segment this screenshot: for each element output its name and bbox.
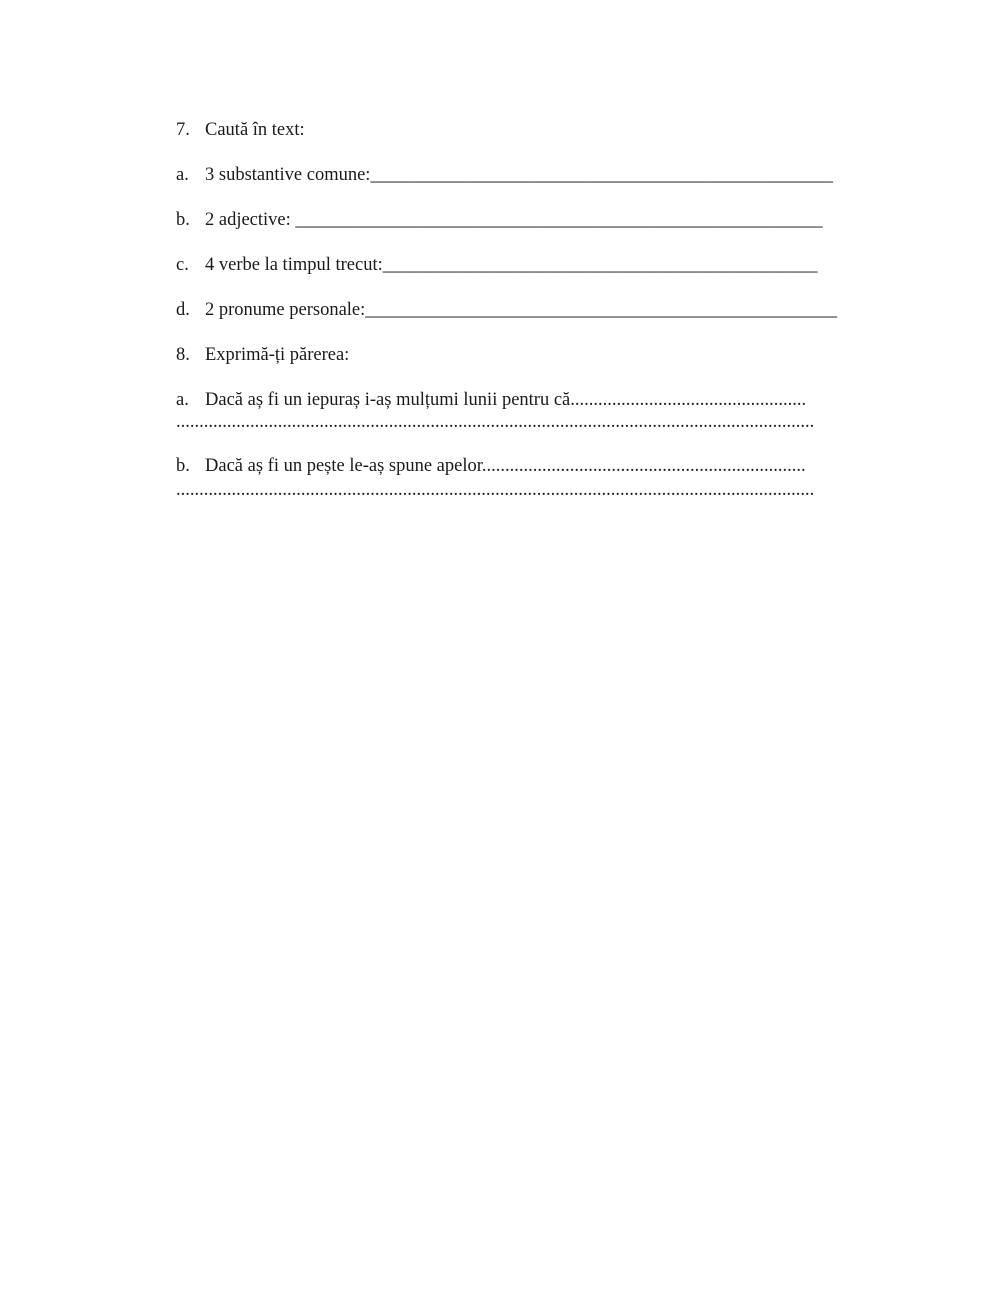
answer-dots[interactable]: ...................................................................... <box>481 456 806 476</box>
question-7-item-b <box>176 209 823 231</box>
item-text: 3 substantive comune: <box>205 165 371 185</box>
item-marker: c. <box>176 255 189 275</box>
item-text: Dacă aș fi un iepuraș i-aș mulțumi lunii pentru că <box>205 390 571 410</box>
question-8-title: Exprimă-ți părerea: <box>205 345 350 365</box>
item-marker: b. <box>176 456 190 476</box>
answer-blank[interactable]: __________________________________________________ <box>370 165 833 185</box>
item-text: Dacă aș fi un pește le-aș spune apelor <box>205 456 482 476</box>
question-7-item-d <box>176 299 837 321</box>
answer-dots-continuation[interactable]: .......................................................................................................................................... <box>176 480 815 500</box>
item-text: 4 verbe la timpul trecut: <box>205 255 383 275</box>
item-text: 2 pronume personale: <box>205 300 366 320</box>
item-marker: d. <box>176 300 190 320</box>
question-8-number: 8. <box>176 345 190 365</box>
question-8-item-b <box>176 455 806 477</box>
answer-dots[interactable]: ................................................... <box>570 390 807 410</box>
answer-blank[interactable]: _________________________________________________________ <box>295 210 823 230</box>
item-marker: b. <box>176 210 190 230</box>
question-8-heading <box>176 344 349 366</box>
question-7-title: Caută în text: <box>205 120 305 140</box>
answer-blank[interactable]: ___________________________________________________ <box>365 300 838 320</box>
question-7-number: 7. <box>176 120 190 140</box>
answer-dots-continuation[interactable]: .......................................................................................................................................... <box>176 412 815 432</box>
item-marker: a. <box>176 165 189 185</box>
question-7-item-a <box>176 164 833 186</box>
question-7-heading <box>176 119 305 141</box>
answer-blank[interactable]: _______________________________________________ <box>382 255 818 275</box>
item-text: 2 adjective: <box>205 210 296 230</box>
item-marker: a. <box>176 390 189 410</box>
question-7-item-c <box>176 254 818 276</box>
question-8-item-a <box>176 389 806 411</box>
